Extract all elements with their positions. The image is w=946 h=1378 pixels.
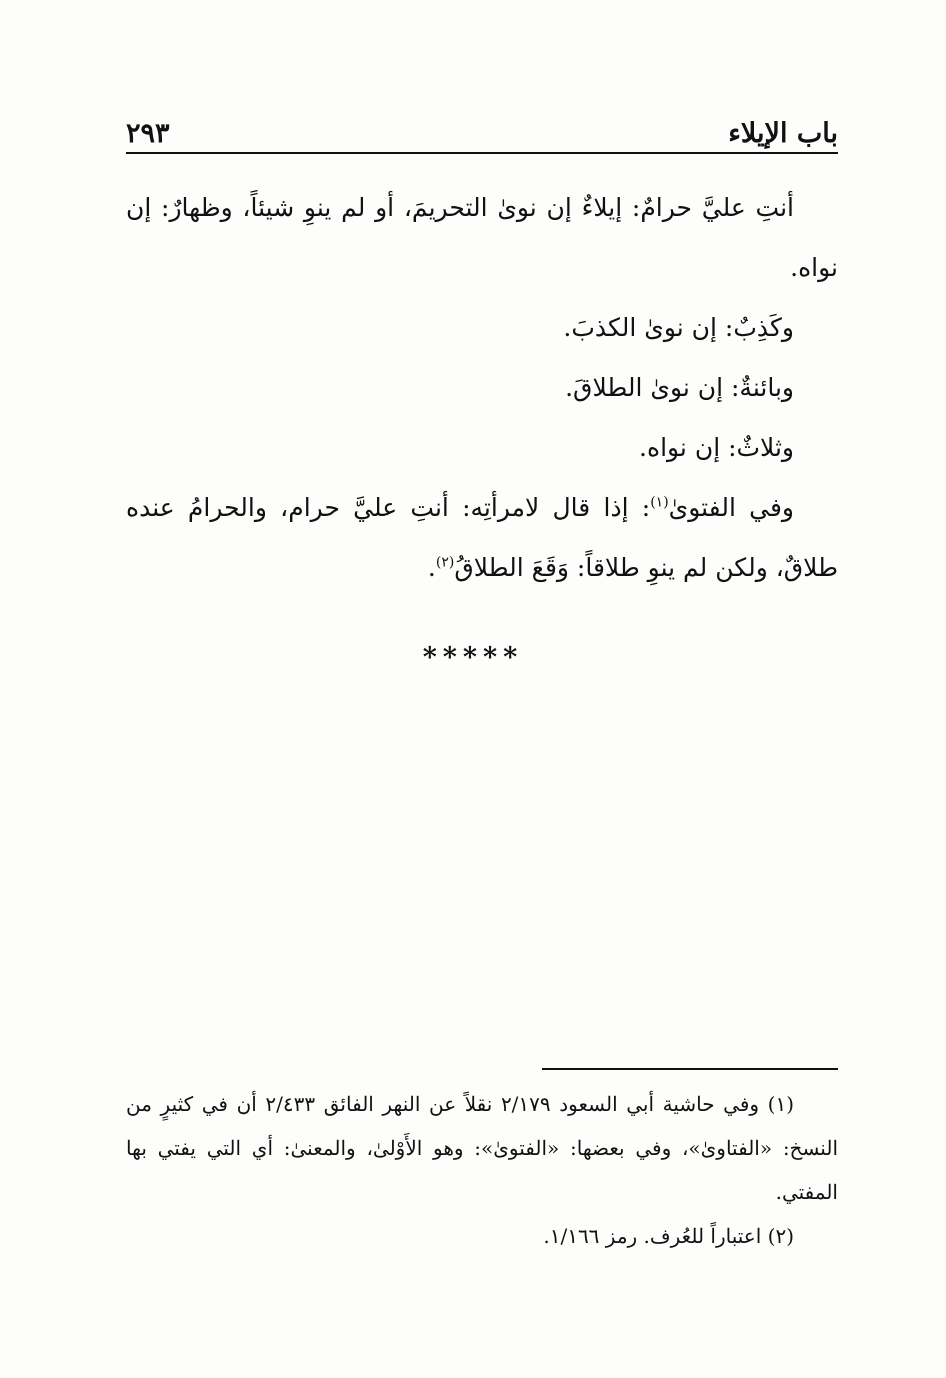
header-divider <box>126 152 838 154</box>
paragraph-end: . <box>427 553 436 582</box>
footnote-1: (١) وفي حاشية أبي السعود ٢/١٧٩ نقلاً عن النهر الفائق ٢/٤٣٣ أن في كثيرٍ من النسخ: «الفتاوىٰ»، وفي بعضها: «الفتوىٰ»: وهو الأَوْلىٰ، والمعنىٰ: أي التي يفتي بها المفتي. <box>126 1092 838 1204</box>
page-header <box>126 108 838 152</box>
paragraph: أنتِ عليَّ حرامٌ: إيلاءٌ إن نوىٰ التحريمَ، أو لم ينوِ شيئاً، وظهارٌ: إن نواه. <box>126 193 838 282</box>
paragraph: وكَذِبٌ: إن نوىٰ الكذبَ. <box>563 313 794 342</box>
page-number: ٢٩٣ <box>126 118 170 149</box>
footnote-2: (٢) اعتباراً للعُرف. رمز ١/١٦٦. <box>543 1224 794 1248</box>
chapter-title: باب الإيلاء <box>728 118 838 149</box>
section-separator: ***** <box>422 642 524 673</box>
paragraph <box>126 478 838 598</box>
footnotes <box>126 1082 838 1258</box>
paragraph-text: : إذا قال لامرأتِه: أنتِ عليَّ حرام، والحرامُ عنده طلاقٌ، ولكن لم ينوِ طلاقاً: وَقَعَ الطلاقُ <box>126 493 838 582</box>
footnote-reference-1: (١) <box>650 494 669 511</box>
main-text <box>126 178 838 598</box>
footnote-reference-2: (٢) <box>435 554 455 571</box>
paragraph: وبائنةٌ: إن نوىٰ الطلاقَ. <box>565 373 794 402</box>
footnote-divider <box>542 1068 838 1070</box>
paragraph: وثلاثٌ: إن نواه. <box>639 433 794 462</box>
paragraph-text: وفي الفتوىٰ <box>668 493 794 522</box>
